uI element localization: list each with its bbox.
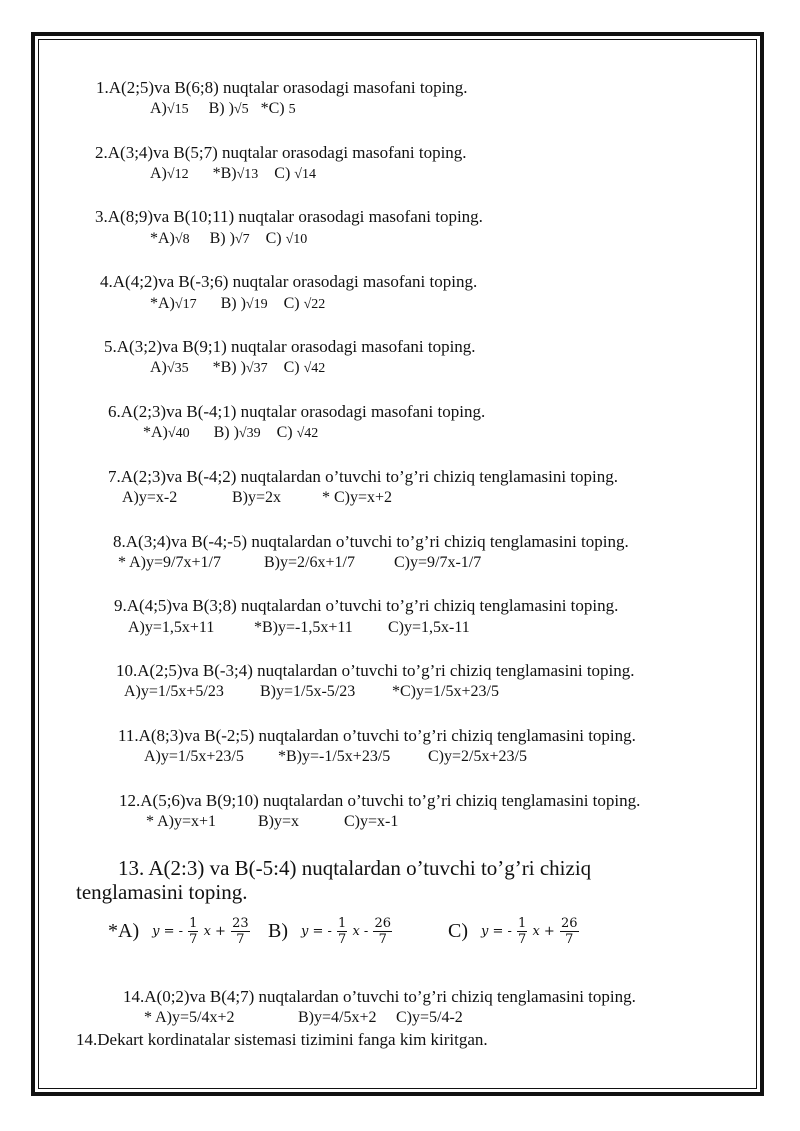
option-a: A)y=1/5x+5/23 [124, 683, 224, 700]
option-a: *A) [143, 424, 168, 441]
option-b: B) ) [208, 100, 234, 117]
fraction [517, 916, 527, 947]
question-13-line-2: tenglamasini toping. [76, 880, 248, 904]
denominator: 7 [518, 932, 527, 947]
option-c-value: 5 [288, 102, 296, 117]
option-c: C) [276, 424, 293, 441]
option-a: A) [150, 359, 167, 376]
answers-1 [150, 99, 296, 120]
option-b-value: √19 [245, 297, 268, 312]
q13-option-a [108, 916, 251, 956]
option-c-value: √14 [294, 167, 316, 182]
option-a-value: √12 [166, 167, 189, 182]
numerator: 1 [338, 916, 347, 931]
fraction [231, 916, 250, 947]
option-c-value: √42 [303, 361, 326, 376]
option-c: C) [283, 359, 300, 376]
question-15: 14.Dekart kordinatalar sistemasi tizimini fanga kim kiritgan. [76, 1030, 488, 1049]
option-b: *B) [212, 165, 237, 182]
option-c-value: √22 [303, 297, 326, 312]
option-a-value: √17 [174, 297, 197, 312]
option-b-value: √39 [238, 426, 261, 441]
denominator: 7 [189, 932, 198, 947]
question-13-line-1: 13. A(2:3) va B(-5:4) nuqtalardan o’tuvchi to’g’ri chiziq [118, 856, 592, 880]
q13-option-c [448, 916, 580, 956]
question-2: 2.A(3;4)va B(5;7) nuqtalar orasodagi masofani toping. [95, 143, 467, 162]
denominator: 7 [338, 932, 347, 947]
question-3: 3.A(8;9)va B(10;11) nuqtalar orasodagi masofani toping. [95, 207, 483, 226]
question-12: 12.A(5;6)va B(9;10) nuqtalardan o’tuvchi to’g’ri chiziq tenglamasini toping. [119, 791, 641, 810]
question-4: 4.A(4;2)va B(-3;6) nuqtalar orasodagi masofani toping. [100, 272, 478, 291]
option-b-value: √37 [245, 361, 268, 376]
question-10: 10.A(2;5)va B(-3;4) nuqtalardan o’tuvchi to’g’ri chiziq tenglamasini toping. [116, 661, 635, 680]
answers-7 [122, 488, 393, 508]
option-c: C) [283, 295, 300, 312]
answers-3 [150, 229, 307, 250]
question-5: 5.A(3;2)va B(9;1) nuqtalar orasodagi masofani toping. [104, 337, 476, 356]
option-b: B)y=1/5x-5/23 [260, 683, 356, 700]
question-11: 11.A(8;3)va B(-2;5) nuqtalardan o’tuvchi to’g’ri chiziq tenglamasini toping. [118, 726, 636, 745]
answers-11 [144, 747, 527, 767]
option-b: B)y=2x [232, 489, 282, 506]
option-b: B)y=x [258, 813, 300, 830]
option-b: *B)y=-1/5x+23/5 [278, 748, 391, 765]
eq-mid: x + [203, 924, 226, 939]
numerator: 26 [560, 916, 578, 931]
option-b: *B)y=-1,5x+11 [254, 619, 353, 636]
option-a: * A)y=5/4x+2 [144, 1009, 235, 1026]
option-label: *A) [108, 920, 140, 942]
answers-6 [143, 423, 318, 444]
answers-5 [150, 358, 325, 379]
option-a: * A)y=x+1 [146, 813, 217, 830]
numerator: 23 [232, 916, 249, 931]
option-b: B) ) [220, 295, 246, 312]
option-c: C)y=9/7x-1/7 [394, 554, 482, 571]
option-label: C) [448, 920, 468, 942]
answers-10 [124, 682, 499, 702]
option-a-value: √15 [166, 102, 189, 117]
option-c: C) [274, 165, 291, 182]
answers-4 [150, 294, 325, 315]
option-b: B) ) [209, 230, 235, 247]
option-a-value: √35 [166, 361, 189, 376]
option-a: A)y=x-2 [122, 489, 178, 506]
numerator: 26 [374, 916, 392, 931]
option-b: *B) ) [212, 359, 246, 376]
option-b: B)y=2/6x+1/7 [264, 554, 355, 571]
question-1: 1.A(2;5)va B(6;8) nuqtalar orasodagi masofani toping. [96, 78, 468, 97]
option-a: * A)y=9/7x+1/7 [118, 554, 221, 571]
question-14: 14.A(0;2)va B(4;7) nuqtalardan o’tuvchi to’g’ri chiziq tenglamasini toping. [123, 987, 636, 1006]
q13-option-b [268, 916, 393, 956]
option-a: *A) [150, 295, 175, 312]
option-a: A) [150, 100, 167, 117]
eq-lhs: y = - [481, 924, 512, 939]
equation [301, 916, 393, 947]
eq-lhs: y = - [301, 924, 332, 939]
option-a-value: √40 [167, 426, 190, 441]
option-b-value: √5 [233, 102, 249, 117]
option-label: B) [268, 920, 288, 942]
equation [481, 916, 580, 947]
answers-12 [146, 812, 399, 832]
denominator: 7 [236, 932, 245, 947]
option-a: A)y=1/5x+23/5 [144, 748, 244, 765]
option-c-value: √42 [296, 426, 319, 441]
option-b: B) ) [213, 424, 239, 441]
option-c: C)y=1,5x-11 [388, 619, 470, 636]
option-a-value: √8 [174, 232, 190, 247]
option-b-value: √13 [236, 167, 259, 182]
answers-2 [150, 164, 316, 185]
option-c: C)y=5/4-2 [396, 1009, 463, 1026]
question-6: 6.A(2;3)va B(-4;1) nuqtalar orasodagi masofani toping. [108, 402, 486, 421]
question-7: 7.A(2;3)va B(-4;2) nuqtalardan o’tuvchi to’g’ri chiziq tenglamasini toping. [108, 467, 619, 486]
option-a: *A) [150, 230, 175, 247]
equation [152, 916, 251, 947]
denominator: 7 [565, 932, 574, 947]
option-c: *C) [260, 100, 285, 117]
numerator: 1 [189, 916, 198, 931]
eq-mid: x + [532, 924, 555, 939]
option-b-value: √7 [234, 232, 250, 247]
option-c: C)y=2/5x+23/5 [428, 748, 527, 765]
option-a: A) [150, 165, 167, 182]
answers-9 [128, 618, 470, 638]
option-c: C)y=x-1 [344, 813, 399, 830]
fraction [560, 916, 579, 947]
question-9: 9.A(4;5)va B(3;8) nuqtalardan o’tuvchi to’g’ri chiziq tenglamasini toping. [114, 596, 619, 615]
option-b: B)y=4/5x+2 [298, 1009, 377, 1026]
option-c: *C)y=1/5x+23/5 [392, 683, 499, 700]
option-c-value: √10 [285, 232, 308, 247]
option-c: * C)y=x+2 [322, 489, 393, 506]
numerator: 1 [518, 916, 527, 931]
answers-8 [118, 553, 482, 573]
question-8: 8.A(3;4)va B(-4;-5) nuqtalardan o’tuvchi to’g’ri chiziq tenglamasini toping. [113, 532, 629, 551]
fraction [337, 916, 347, 947]
fraction [373, 916, 392, 947]
fraction [188, 916, 198, 947]
option-c: C) [265, 230, 282, 247]
denominator: 7 [378, 932, 387, 947]
eq-mid: x - [352, 924, 369, 939]
option-a: A)y=1,5x+11 [128, 619, 215, 636]
eq-lhs: y = - [152, 924, 184, 939]
answers-14 [144, 1008, 463, 1028]
